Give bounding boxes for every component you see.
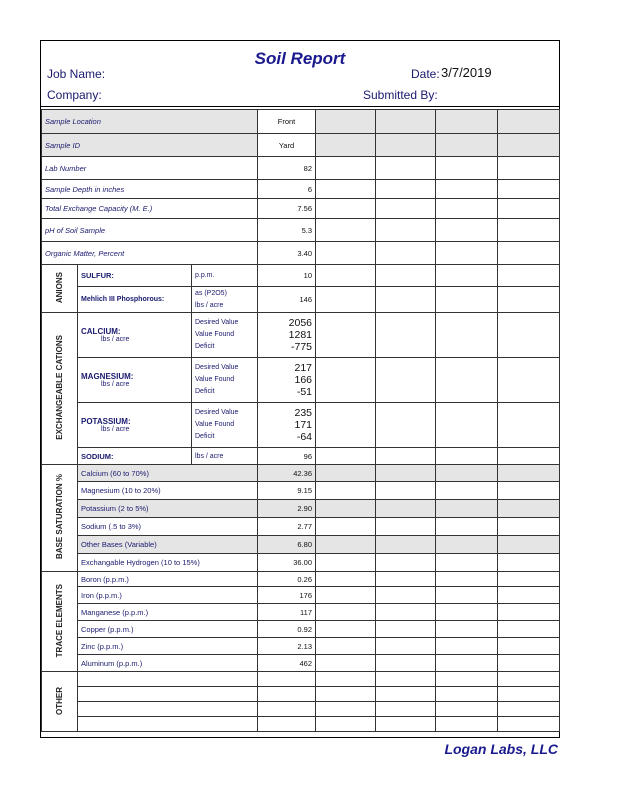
row-sulfur (42, 265, 560, 287)
bs-2-value: 2.90 (258, 500, 316, 518)
brand-footer: Logan Labs, LLC (444, 741, 558, 757)
bs-5-label: Exchangable Hydrogen (10 to 15%) (78, 554, 258, 572)
report-header (41, 41, 559, 107)
trace-3-label: Copper (p.p.m.) (78, 621, 258, 638)
row-potassium (42, 403, 560, 448)
trace-5-label: Aluminum (p.p.m.) (78, 655, 258, 672)
ph-label: pH of Soil Sample (42, 219, 258, 242)
bs-5-value: 36.00 (258, 554, 316, 572)
row-calcium (42, 313, 560, 358)
row-trace-2 (42, 604, 560, 621)
sodium-value: 96 (258, 448, 316, 465)
report-title: Soil Report (254, 49, 346, 68)
magnesium-name-cell: MAGNESIUM: lbs / acre (78, 358, 192, 403)
trace-1-label: Iron (p.p.m.) (78, 587, 258, 604)
row-other-0 (42, 672, 560, 687)
tec-value: 7.56 (258, 199, 316, 219)
row-tec (42, 199, 560, 219)
trace-0-value: 0.26 (258, 572, 316, 587)
row-bs-2 (42, 500, 560, 518)
phosphorous-label: Mehlich III Phosphorous: (78, 287, 192, 313)
trace-4-value: 2.13 (258, 638, 316, 655)
magnesium-values: 217 166 -51 (258, 358, 316, 403)
potassium-values: 235 171 -64 (258, 403, 316, 448)
row-trace-3 (42, 621, 560, 638)
calcium-values: 2056 1281 -775 (258, 313, 316, 358)
date-label: Date: (411, 67, 440, 81)
trace-2-label: Manganese (p.p.m.) (78, 604, 258, 621)
bs-1-value: 9.15 (258, 482, 316, 500)
potassium-value-labels: Desired Value Value Found Deficit (192, 403, 258, 448)
row-magnesium (42, 358, 560, 403)
bs-3-label: Sodium (.5 to 3%) (78, 518, 258, 536)
row-sample-location (42, 110, 560, 134)
row-ph (42, 219, 560, 242)
row-other-1 (42, 687, 560, 702)
submitted-by-label: Submitted By: (363, 88, 438, 102)
sulfur-unit: p.p.m. (192, 265, 258, 287)
row-other-3 (42, 717, 560, 732)
row-other-2 (42, 702, 560, 717)
sample-location-value: Front (258, 110, 316, 134)
soil-data-table (41, 109, 560, 732)
row-bs-5 (42, 554, 560, 572)
anions-section-label: ANIONS (42, 265, 78, 313)
sample-id-value: Yard (258, 134, 316, 157)
date-value: 3/7/2019 (441, 65, 492, 80)
lab-number-value: 82 (258, 157, 316, 180)
row-phosphorous (42, 287, 560, 313)
phosphorous-units: as (P2O5) lbs / acre (192, 287, 258, 313)
sample-location-label: Sample Location (42, 110, 258, 134)
row-lab-number (42, 157, 560, 180)
calcium-value-labels: Desired Value Value Found Deficit (192, 313, 258, 358)
row-sample-id (42, 134, 560, 157)
row-bs-4 (42, 536, 560, 554)
magnesium-value-labels: Desired Value Value Found Deficit (192, 358, 258, 403)
report-frame (40, 40, 560, 738)
row-trace-5 (42, 655, 560, 672)
sample-depth-value: 6 (258, 180, 316, 199)
row-organic-matter (42, 242, 560, 265)
cations-section-label: EXCHANGEABLE CATIONS (42, 313, 78, 465)
bs-0-label: Calcium (60 to 70%) (78, 465, 258, 482)
row-trace-0 (42, 572, 560, 587)
bs-2-label: Potassium (2 to 5%) (78, 500, 258, 518)
trace-5-value: 462 (258, 655, 316, 672)
row-bs-1 (42, 482, 560, 500)
row-sample-depth (42, 180, 560, 199)
bs-3-value: 2.77 (258, 518, 316, 536)
bs-0-value: 42.36 (258, 465, 316, 482)
sulfur-value: 10 (258, 265, 316, 287)
row-bs-3 (42, 518, 560, 536)
tec-label: Total Exchange Capacity (M. E.) (42, 199, 258, 219)
row-sodium (42, 448, 560, 465)
bs-1-label: Magnesium (10 to 20%) (78, 482, 258, 500)
row-bs-0 (42, 465, 560, 482)
trace-1-value: 176 (258, 587, 316, 604)
company-label: Company: (47, 88, 102, 102)
job-name-label: Job Name: (47, 67, 106, 81)
trace-2-value: 117 (258, 604, 316, 621)
trace-0-label: Boron (p.p.m.) (78, 572, 258, 587)
sample-id-label: Sample ID (42, 134, 258, 157)
calcium-name-cell: CALCIUM: lbs / acre (78, 313, 192, 358)
potassium-name-cell: POTASSIUM: lbs / acre (78, 403, 192, 448)
sample-depth-label: Sample Depth in inches (42, 180, 258, 199)
lab-number-label: Lab Number (42, 157, 258, 180)
sodium-unit: lbs / acre (192, 448, 258, 465)
base-saturation-section-label: BASE SATURATION % (42, 465, 78, 572)
ph-value: 5.3 (258, 219, 316, 242)
sulfur-label: SULFUR: (78, 265, 192, 287)
phosphorous-value: 146 (258, 287, 316, 313)
row-trace-4 (42, 638, 560, 655)
bs-4-label: Other Bases (Variable) (78, 536, 258, 554)
other-section-label: OTHER (42, 672, 78, 732)
sodium-label: SODIUM: (78, 448, 192, 465)
trace-3-value: 0.92 (258, 621, 316, 638)
bs-4-value: 6.80 (258, 536, 316, 554)
trace-4-label: Zinc (p.p.m.) (78, 638, 258, 655)
organic-matter-value: 3.40 (258, 242, 316, 265)
organic-matter-label: Organic Matter, Percent (42, 242, 258, 265)
row-trace-1 (42, 587, 560, 604)
trace-section-label: TRACE ELEMENTS (42, 572, 78, 672)
